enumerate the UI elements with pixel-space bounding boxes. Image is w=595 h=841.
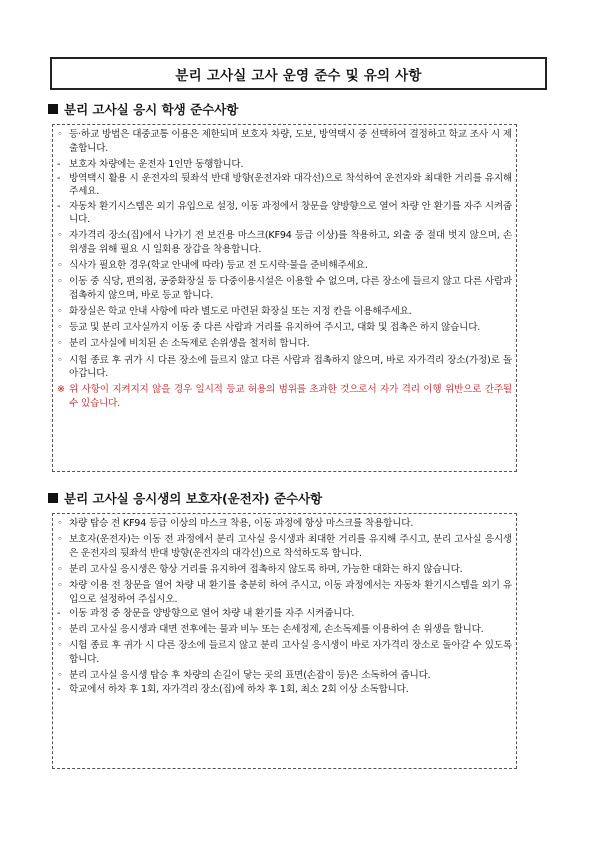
bullet-mark: ◦ (57, 563, 63, 575)
list-item (57, 172, 512, 199)
list-item-text: 등·하교 방법은 대중교통 이용은 제한되며 보호자 차량, 도보, 방역택시 중 선택하여 결정하고 학교 조사 시 제출합니다. (69, 129, 512, 154)
reference-mark: ※ (57, 384, 65, 396)
list-item-text: 시험 종료 후 귀가 시 다른 장소에 들르지 않고 분리 고사실 응시생이 바로 자가격리 장소로 돌아갈 수 있도록 합니다. (69, 640, 512, 665)
warning-note (57, 383, 512, 410)
section-heading-label: 분리 고사실 응시 학생 준수사항 (64, 102, 239, 117)
list-item-text: 화장실은 학교 안내 사항에 따라 별도로 마련된 화장실 또는 지정 칸을 이용해주세요. (69, 306, 412, 318)
bullet-mark: - (57, 684, 61, 696)
list-item (57, 158, 512, 172)
list-item-text: 분리 고사실 응시생은 항상 거리를 유지하여 접촉하지 않도록 하며, 가능한 대화는 하지 않습니다. (69, 563, 463, 575)
bullet-mark: - (57, 158, 61, 170)
bullet-mark: ◦ (57, 534, 63, 546)
guardian-rules-box (52, 513, 517, 769)
list-item (57, 639, 512, 666)
student-rules-box (52, 124, 517, 472)
bullet-mark: ◦ (57, 230, 63, 242)
list-item-text: 식사가 필요한 경우(학교 안내에 따라) 등교 전 도시락·물을 준비해주세요. (69, 260, 368, 272)
list-item (57, 305, 512, 319)
bullet-mark: ◦ (57, 276, 63, 288)
bullet-mark: ◦ (57, 624, 63, 636)
list-item-text: 분리 고사실 응시생과 대면 전후에는 물과 비누 또는 손세정제, 손소독제를 이용하여 손 위생을 합니다. (69, 624, 484, 636)
list-item (57, 683, 512, 697)
bullet-mark: ◦ (57, 354, 63, 366)
list-item-text: 분리 고사실에 비치된 손 소독제로 손위생을 철저히 합니다. (69, 338, 310, 350)
list-item-text: 시험 종료 후 귀가 시 다른 장소에 들르지 않고 다른 사람과 접촉하지 않으며, 바로 자가격리 장소(가정)로 돌아갑니다. (69, 354, 512, 380)
bullet-mark: ◦ (57, 670, 63, 681)
list-item-text: 분리 고사실 응시생 탑승 후 차량의 손길이 닿는 곳의 표면(손잡이 등)은 소독하여 줍니다. (69, 670, 431, 681)
list-item-text: 학교에서 하차 후 1회, 자가격리 장소(집)에 하차 후 1회, 최소 2회 이상 소독합니다. (69, 684, 409, 696)
list-item-text: 이동 과정 중 창문을 양방향으로 열어 차량 내 환기를 자주 시켜줍니다. (69, 607, 355, 619)
warning-text: 위 사항이 지켜지지 않을 경우 일시적 등교 허용의 범위를 초과한 것으로서 자가 격리 이행 위반으로 간주될 수 있습니다. (69, 384, 512, 410)
list-item-text: 이동 중 식당, 편의점, 공중화장실 등 다중이용시설은 이용할 수 없으며, 다른 장소에 들르지 않고 다른 사람과 접촉하지 않으며, 바로 등교 합니다. (69, 276, 512, 301)
list-item (57, 607, 512, 621)
list-item-text: 차량 이용 전 창문을 열어 차량 내 환기를 충분히 하여 주시고, 이동 과정에서는 자동차 환기시스템을 외기 유입으로 설정하여 주십시오. (69, 580, 512, 605)
page-title: 분리 고사실 고사 운영 준수 및 유의 사항 (50, 57, 547, 90)
list-item (57, 354, 512, 381)
square-bullet-icon (48, 104, 58, 114)
list-item (57, 337, 512, 351)
list-item (57, 563, 512, 577)
list-item (57, 128, 512, 155)
list-item-text: 자동차 환기시스템은 외기 유입으로 설정, 이동 과정에서 창문을 양방향으로 열어 차량 안 환기를 자주 시켜줍니다. (69, 200, 512, 226)
square-bullet-icon (48, 493, 58, 503)
list-item (57, 669, 512, 683)
bullet-mark: ◦ (57, 260, 63, 272)
list-item (57, 275, 512, 302)
list-item-text: 자가격리 장소(집)에서 나가기 전 보건용 마스크(KF94 등급 이상)를 착용하고, 외출 중 절대 벗지 않으며, 손 위생을 위해 필요 시 일회용 장갑을 착용합니다. (69, 230, 512, 255)
bullet-mark: ◦ (57, 640, 63, 652)
bullet-mark: ◦ (57, 306, 63, 318)
section-heading-guardians (48, 489, 322, 507)
list-item-text: 보호자 차량에는 운전자 1인만 동행합니다. (69, 158, 244, 170)
section-heading-label: 분리 고사실 응시생의 보호자(운전자) 준수사항 (64, 491, 323, 506)
bullet-mark: ◦ (57, 580, 63, 592)
list-item (57, 321, 512, 335)
list-item (57, 259, 512, 273)
bullet-mark: - (57, 607, 61, 619)
list-item (57, 200, 512, 227)
list-item-text: 차량 탑승 전 KF94 등급 이상의 마스크 착용, 이동 과정에 항상 마스크를 착용합니다. (69, 518, 414, 529)
bullet-mark: ◦ (57, 322, 63, 334)
list-item-text: 등교 및 분리 고사실까지 이동 중 다른 사람과 거리를 유지하여 주시고, 대화 및 접촉은 하지 않습니다. (69, 322, 481, 334)
list-item (57, 579, 512, 606)
section-heading-students (48, 100, 238, 118)
list-item-text: 보호자(운전자)는 이동 전 과정에서 분리 고사실 응시생과 최대한 거리를 유지해 주시고, 분리 고사실 응시생은 운전자의 뒷좌석 반대 방향(운전자의 대각선)으로 착석하도록 합니다. (69, 534, 512, 559)
list-item (57, 517, 512, 531)
list-item (57, 533, 512, 560)
bullet-mark: ◦ (57, 518, 63, 529)
list-item (57, 623, 512, 637)
bullet-mark: ◦ (57, 129, 63, 140)
bullet-mark: ◦ (57, 338, 63, 350)
list-item (57, 229, 512, 256)
bullet-mark: - (57, 172, 61, 184)
bullet-mark: - (57, 200, 61, 212)
list-item-text: 방역택시 활용 시 운전자의 뒷좌석 반대 방향(운전자와 대각선)으로 착석하여 운전자와 최대한 거리를 유지해 주세요. (69, 172, 512, 198)
